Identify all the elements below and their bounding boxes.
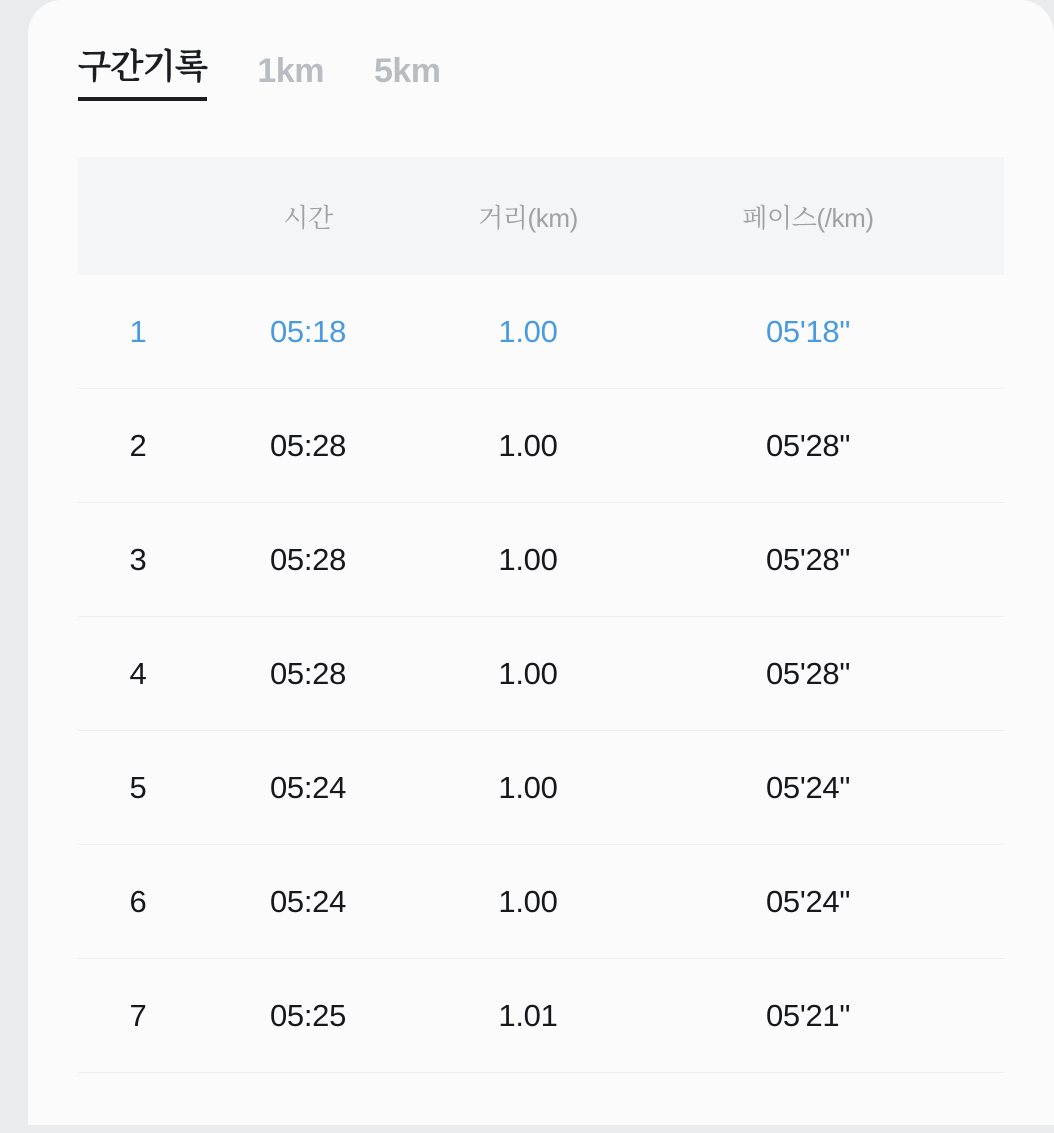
row-pace: 05'21" — [765, 997, 851, 1033]
row-distance: 1.00 — [498, 655, 558, 691]
row-index: 3 — [129, 541, 147, 577]
row-pace: 05'24" — [765, 769, 851, 805]
tab-split-records[interactable]: 구간기록 — [78, 48, 207, 101]
split-records-card — [28, 0, 1054, 1125]
row-index: 6 — [129, 883, 147, 919]
table-row[interactable] — [78, 959, 1004, 1073]
row-pace: 05'28" — [765, 655, 851, 691]
row-index: 1 — [129, 313, 147, 349]
row-pace: 05'24" — [765, 883, 851, 919]
table-row[interactable] — [78, 389, 1004, 503]
row-pace: 05'18" — [765, 313, 851, 349]
header-time: 시간 — [283, 202, 333, 233]
table-header-row — [78, 157, 1004, 275]
row-distance: 1.00 — [498, 313, 558, 349]
table-row[interactable] — [78, 845, 1004, 959]
row-time: 05:18 — [269, 313, 347, 349]
row-time: 05:24 — [269, 883, 347, 919]
table-row[interactable] — [78, 275, 1004, 389]
header-distance: 거리(km) — [478, 202, 578, 233]
row-time: 05:28 — [269, 655, 347, 691]
table-row[interactable] — [78, 503, 1004, 617]
row-distance: 1.00 — [498, 427, 558, 463]
row-index: 5 — [129, 769, 147, 805]
row-pace: 05'28" — [765, 541, 851, 577]
row-index: 2 — [129, 427, 147, 463]
row-distance: 1.01 — [498, 997, 558, 1033]
row-index: 7 — [129, 997, 147, 1033]
row-index: 4 — [129, 655, 147, 691]
split-table — [78, 157, 1004, 1073]
row-distance: 1.00 — [498, 883, 558, 919]
header-pace: 페이스(/km) — [742, 202, 874, 233]
row-time: 05:28 — [269, 427, 347, 463]
tab-1km[interactable]: 1km — [257, 52, 324, 90]
row-distance: 1.00 — [498, 541, 558, 577]
table-row[interactable] — [78, 617, 1004, 731]
table-row[interactable] — [78, 731, 1004, 845]
row-pace: 05'28" — [765, 427, 851, 463]
row-time: 05:25 — [269, 997, 347, 1033]
tab-5km[interactable]: 5km — [373, 52, 441, 90]
row-distance: 1.00 — [498, 769, 558, 805]
tab-bar — [28, 0, 1054, 101]
row-time: 05:24 — [269, 769, 347, 805]
row-time: 05:28 — [269, 541, 347, 577]
